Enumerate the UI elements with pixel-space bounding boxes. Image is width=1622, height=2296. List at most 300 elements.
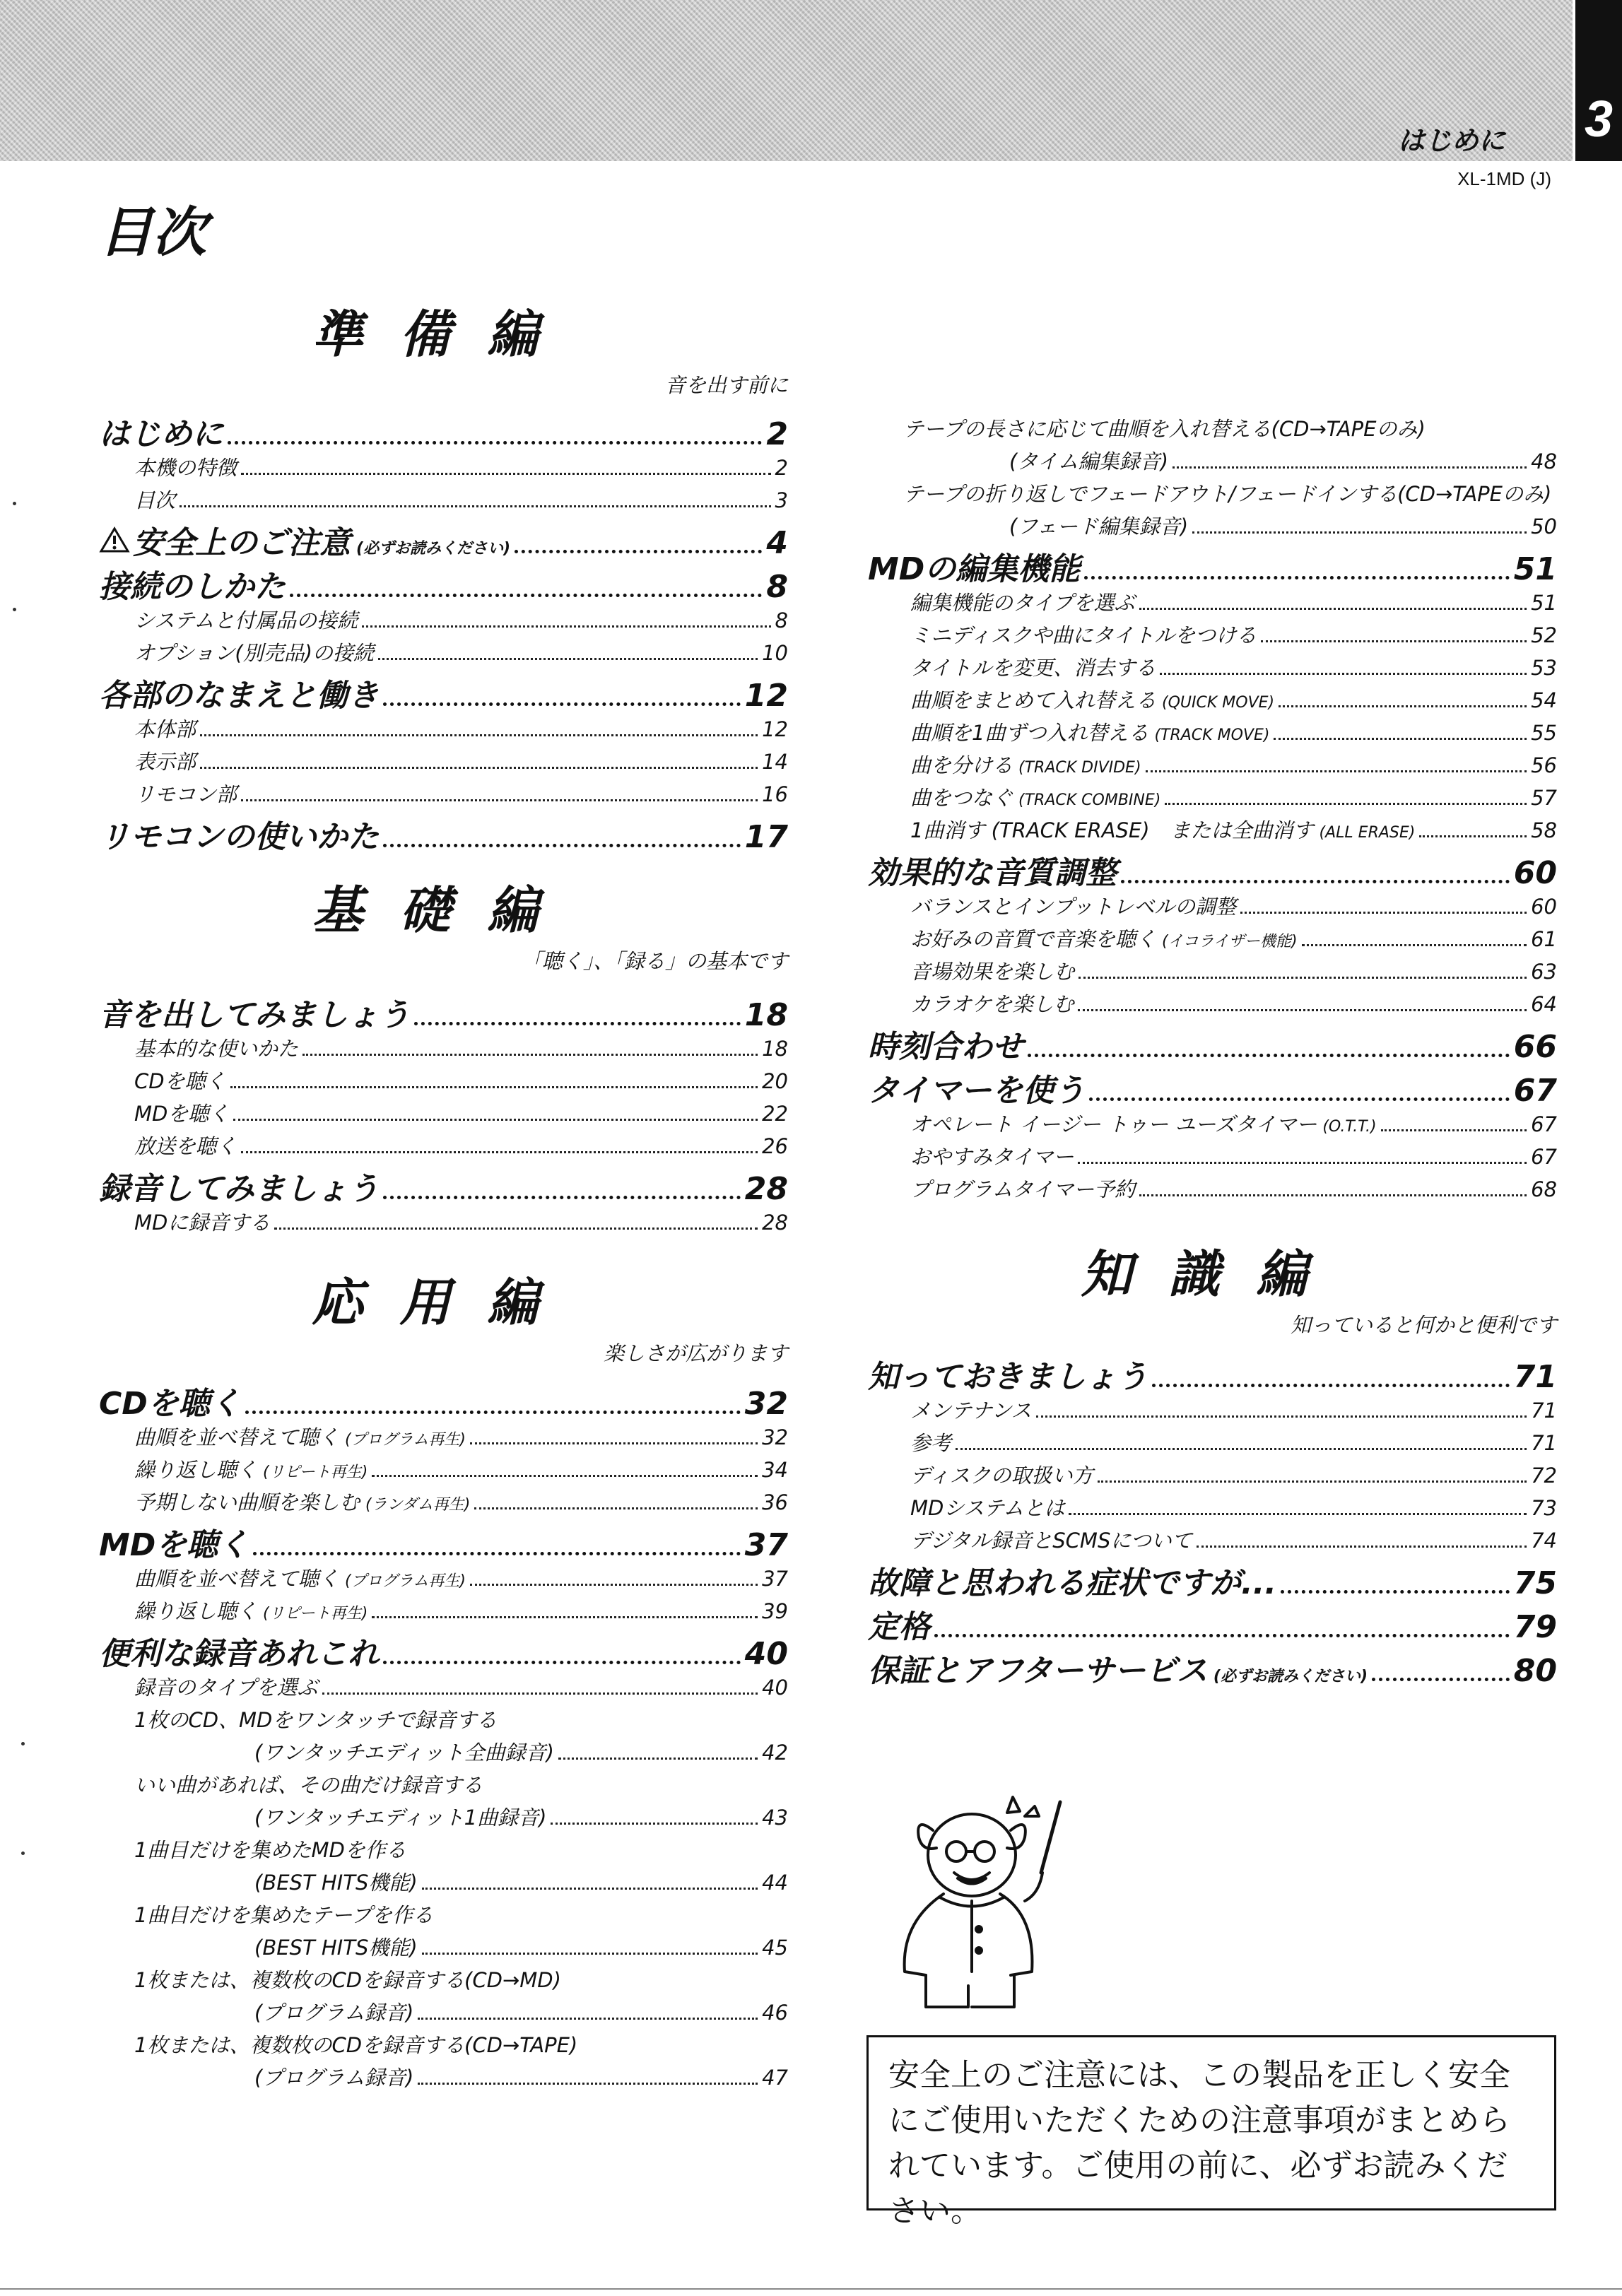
toc-entry [868,620,1557,652]
toc-entry [868,1525,1557,1558]
toc-entry [99,1487,788,1519]
toc-entry-page: 68 [1531,1177,1557,1201]
toc-entry-label: 録音のタイプを選ぶ [134,1676,318,1700]
dot-leader [470,1584,758,1586]
toc-entry-page: 60 [1531,895,1557,919]
toc-junbi [99,408,788,855]
dot-leader [241,1151,758,1153]
toc-right-top [868,413,1557,1206]
toc-entry-page: 40 [762,1676,788,1700]
toc-entry-label: 編集機能のタイプを選ぶ [910,591,1135,615]
toc-entry [99,1131,788,1163]
toc-entry-page: 67 [1513,1073,1557,1109]
toc-entry-note: (プログラム再生) [345,1572,466,1590]
page-number-tab [1575,0,1622,161]
toc-entry-page: 75 [1513,1565,1557,1601]
dot-leader [470,1442,758,1444]
toc-entry-label: MDを聴く [99,1527,249,1563]
toc-entry-label: 曲順を並べ替えて聴く [134,1425,340,1449]
warning-icon [99,525,130,561]
dot-leader [1165,803,1527,805]
toc-entry-note: (必ずお読みください) [1213,1668,1368,1685]
toc-entry [868,652,1557,685]
margin-mark [13,502,16,505]
toc-entry-page: 26 [762,1134,788,1158]
toc-kiso [99,989,788,1240]
toc-entry [99,637,788,670]
toc-entry [99,1422,788,1454]
toc-entry [99,1563,788,1596]
toc-entry [868,1558,1557,1601]
dot-leader [1146,770,1527,772]
toc-entry-label: 繰り返し聴く [134,1599,258,1623]
toc-entry-label: テープの折り返しでフェードアウト/フェードインする(CD→TAPEのみ) [903,482,1552,506]
toc-entry-page: 73 [1531,1496,1557,1520]
toc-entry-page: 60 [1513,855,1557,891]
toc-entry [868,1645,1557,1689]
dot-leader [200,734,758,736]
toc-entry-note: (ALL ERASE) [1319,824,1416,842]
toc-entry-note: (プログラム再生) [345,1431,466,1449]
toc-entry-page: 16 [762,782,788,806]
toc-entry-label: 録音してみましょう [99,1171,379,1207]
dot-leader [1274,738,1527,740]
toc-entry-page: 67 [1531,1145,1557,1169]
toc-entry [868,413,1557,446]
dot-leader [934,1634,1510,1637]
toc-entry-label: (タイム編集録音) [1009,449,1169,473]
toc-entry-page: 67 [1531,1112,1557,1136]
safety-notice-box: 安全上のご注意には、この製品を正しく安全にご使用いただくための注意事項がまとめられています。ご使用の前に、必ずお読みください。 [866,2035,1556,2210]
toc-entry-page: 71 [1513,1359,1557,1395]
toc-entry-label: 便利な録音あれこれ [99,1636,379,1672]
toc-entry-page: 52 [1531,623,1557,647]
dot-leader [372,1616,758,1618]
toc-entry-label: (BEST HITS機能) [254,1936,418,1960]
toc-entry [99,1519,788,1563]
toc-entry [99,605,788,637]
dot-leader [1139,1194,1527,1196]
toc-entry [99,1835,788,1867]
toc-entry [99,1770,788,1802]
toc-entry-label: MDを聴く [134,1102,230,1126]
toc-entry [868,924,1557,956]
dot-leader [1078,1009,1527,1011]
toc-entry-label: 接続のしかた [99,569,286,605]
toc-entry [868,891,1557,924]
toc-entry-note: (ランダム再生) [365,1496,471,1514]
toc-entry-label: 安全上のご注意 [133,525,351,561]
toc-entry-label: お好みの音質で音楽を聴く [910,927,1157,951]
toc-entry-label: 参考 [910,1431,952,1455]
toc-entry [99,1900,788,1932]
toc-entry [99,779,788,811]
toc-entry [99,1705,788,1737]
dot-leader [241,799,758,801]
toc-entry-page: 80 [1513,1653,1557,1689]
toc-entry-label: いい曲があれば、その曲だけ録音する [134,1773,483,1797]
toc-entry-label: 1枚のCD、MDをワンタッチで録音する [134,1708,498,1732]
dot-leader [1302,944,1527,946]
toc-entry-label: 曲順を1曲ずつ入れ替える [910,721,1149,745]
toc-entry-label: デジタル録音とSCMSについて [910,1529,1192,1553]
toc-entry [868,1065,1557,1109]
toc-entry-note: (O.T.T.) [1322,1118,1377,1136]
toc-entry-label: 定格 [868,1609,930,1645]
toc-entry-label: 予期しない曲順を楽しむ [134,1490,360,1514]
section-title: 知識編 [1081,1244,1344,1304]
toc-entry [99,670,788,714]
toc-entry [868,1109,1557,1141]
dot-leader [956,1448,1527,1450]
dot-leader [383,844,741,847]
toc-entry [868,1427,1557,1460]
toc-entry-label: (フェード編集録音) [1009,514,1189,538]
toc-chishiki [868,1351,1557,1689]
dot-leader [418,2018,758,2020]
toc-entry-page: 44 [762,1871,788,1895]
dot-leader [1419,835,1527,837]
toc-entry-label: 時刻合わせ [868,1029,1023,1065]
dot-leader [558,1758,758,1760]
dot-leader [245,1411,741,1414]
toc-entry-page: 10 [762,641,788,665]
toc-entry-label: メンテナンス [910,1399,1032,1423]
toc-entry-label: 曲をつなぐ [910,786,1013,810]
dot-leader [1139,608,1527,610]
toc-entry-page: 53 [1531,656,1557,680]
dot-leader [378,658,758,660]
toc-entry [868,1021,1557,1065]
toc-entry [868,511,1557,543]
toc-entry [99,1965,788,1997]
dot-leader [1240,912,1527,914]
toc-entry-note: (TRACK MOVE) [1154,726,1270,744]
toc-entry-label: (プログラム録音) [254,2001,414,2025]
dot-leader [228,441,762,445]
toc-entry-page: 61 [1531,927,1557,951]
toc-entry-page: 51 [1531,591,1557,615]
toc-entry [99,517,788,561]
dot-leader [302,1054,758,1056]
toc-entry [99,1033,788,1066]
dot-leader [274,1228,758,1230]
toc-entry-label: 1曲消す (TRACK ERASE) または全曲消す [910,818,1314,842]
toc-entry-label: おやすみタイマー [910,1145,1074,1169]
toc-entry-page: 2 [775,456,788,480]
toc-entry-page: 17 [744,819,788,855]
toc-entry-label: MDに録音する [134,1211,271,1235]
toc-entry-label: タイマーを使う [868,1073,1086,1109]
toc-entry-page: 46 [762,2001,788,2025]
dot-leader [1173,466,1527,469]
section-title: 準備編 [312,305,575,364]
toc-entry-note: (リピート再生) [263,1605,368,1623]
toc-entry [868,478,1557,511]
toc-entry-label: 目次 [134,488,176,512]
toc-entry-label: (ワンタッチエディット全曲録音) [254,1741,554,1765]
page-number: 3 [1584,91,1614,148]
toc-entry-note: (必ずお読みください) [356,540,511,558]
toc-entry-page: 74 [1531,1529,1557,1553]
toc-entry-page: 45 [762,1936,788,1960]
toc-entry-label: 本機の特徴 [134,456,237,480]
bottom-rule [0,2288,1622,2290]
toc-entry-page: 37 [762,1567,788,1591]
toc-entry [868,543,1557,587]
section-title: 基礎編 [312,881,575,940]
toc-entry [868,685,1557,717]
toc-entry-label: 基本的な使いかた [134,1037,299,1061]
dot-leader [233,1119,758,1121]
toc-entry [868,815,1557,847]
toc-entry-label: テープの長さに応じて曲順を入れ替える(CD→TAPEのみ) [903,417,1426,441]
toc-ouyou [99,1378,788,2095]
toc-entry-page: 20 [762,1069,788,1093]
toc-entry-page: 79 [1513,1609,1557,1645]
toc-entry [99,1454,788,1487]
toc-entry-label: システムと付属品の接続 [134,608,358,632]
toc-entry-label: 知っておきましょう [868,1359,1148,1395]
toc-entry-label: 繰り返し聴く [134,1458,258,1482]
dot-leader [180,505,771,507]
toc-entry-page: 28 [762,1211,788,1235]
model-number: XL-1MD (J) [1457,168,1551,189]
toc-entry-page: 55 [1531,721,1557,745]
toc-entry-page: 18 [744,997,788,1033]
dot-leader [383,1661,741,1664]
toc-entry-label: プログラムタイマー予約 [910,1177,1136,1201]
dot-leader [230,1086,758,1088]
dot-leader [241,473,771,475]
dot-leader [362,625,770,628]
toc-entry [99,1932,788,1965]
toc-entry-label: オペレート イージー トゥー ユーズタイマー [910,1112,1317,1136]
dot-leader [1372,1678,1510,1681]
toc-entry-note: (TRACK COMBINE) [1018,791,1161,809]
toc-entry-label: MDの編集機能 [868,551,1081,587]
toc-entry-label: 1枚または、複数枚のCDを録音する(CD→TAPE) [134,2033,578,2057]
toc-entry-note: (リピート再生) [263,1464,368,1481]
page-title: 目次 [99,201,206,264]
toc-entry-page: 72 [1531,1464,1557,1488]
toc-entry [99,1997,788,2030]
toc-entry-label: リモコンの使いかた [99,819,379,855]
toc-entry [99,2030,788,2062]
dot-leader [1069,1513,1527,1515]
dot-leader [418,2083,758,2085]
toc-entry [99,408,788,452]
dot-leader [253,1552,740,1555]
toc-entry-page: 18 [762,1037,788,1061]
toc-entry-page: 36 [762,1490,788,1514]
toc-entry [99,1867,788,1900]
margin-mark [21,1742,25,1745]
toc-entry [99,1098,788,1131]
dot-leader [1089,1097,1510,1101]
toc-entry-label: 曲を分ける [910,753,1013,777]
toc-entry-label: はじめに [99,416,223,452]
section-ouyou-header [99,1261,788,1367]
toc-entry-label: 保証とアフターサービス [868,1653,1208,1689]
toc-entry [99,561,788,605]
toc-entry [868,1351,1557,1395]
toc-entry-page: 32 [762,1425,788,1449]
toc-entry-label: 音場効果を楽しむ [910,960,1075,984]
toc-entry-label: 表示部 [134,750,196,774]
toc-entry-label: 本体部 [134,717,196,741]
toc-entry-page: 56 [1531,753,1557,777]
toc-entry [868,956,1557,989]
toc-entry-label: (プログラム録音) [254,2066,414,2090]
toc-entry [99,1802,788,1835]
toc-entry-page: 34 [762,1458,788,1482]
toc-entry-label: 放送を聴く [134,1134,237,1158]
toc-entry-page: 47 [762,2066,788,2090]
toc-entry [99,746,788,779]
toc-entry-page: 71 [1531,1399,1557,1423]
toc-entry-page: 64 [1531,992,1557,1016]
dot-leader [383,1196,741,1199]
toc-entry-label: 音を出してみましょう [99,997,410,1033]
section-subtitle: 知っていると何かと便利です [1290,1313,1557,1337]
toc-entry [99,1378,788,1422]
section-chishiki-header [868,1233,1557,1338]
toc-entry [99,452,788,485]
toc-entry [99,1737,788,1770]
dot-leader [515,550,762,553]
toc-entry-page: 48 [1531,449,1557,473]
toc-entry-page: 12 [762,717,788,741]
toc-entry-label: オプション(別売品)の接続 [134,641,375,665]
toc-entry [868,989,1557,1021]
toc-entry [99,1628,788,1672]
toc-entry-page: 51 [1513,551,1557,587]
dot-leader [383,702,741,706]
dot-leader [422,1888,758,1890]
section-title: 応用編 [312,1273,575,1332]
toc-entry [99,989,788,1033]
toc-entry [868,446,1557,478]
toc-entry-page: 28 [744,1171,788,1207]
toc-entry-page: 22 [762,1102,788,1126]
toc-entry-label: MDシステムとは [910,1496,1065,1520]
toc-entry [99,811,788,855]
toc-entry-page: 43 [762,1806,788,1830]
dot-leader [1121,880,1510,883]
dot-leader [1261,640,1527,642]
toc-entry [99,1163,788,1207]
toc-entry [868,1493,1557,1525]
toc-entry-page: 14 [762,750,788,774]
section-kiso-header [99,869,788,975]
toc-entry-page: 39 [762,1599,788,1623]
toc-entry-page: 3 [775,488,788,512]
section-subtitle: 音を出す前に [664,373,788,397]
toc-entry [868,782,1557,815]
toc-entry-label: CDを聴く [99,1386,241,1422]
dot-leader [322,1692,758,1695]
toc-entry-page: 40 [744,1636,788,1672]
toc-entry-label: ミニディスクや曲にタイトルをつける [910,623,1257,647]
toc-entry [868,847,1557,891]
toc-entry-label: 1枚または、複数枚のCDを録音する(CD→MD) [134,1968,561,1992]
toc-entry [868,1460,1557,1493]
toc-entry [99,1207,788,1240]
toc-entry-page: 37 [744,1527,788,1563]
dot-leader [1281,1590,1510,1594]
toc-entry-page: 32 [744,1386,788,1422]
dot-leader [1098,1480,1527,1483]
professor-mascot-illustration [873,1788,1106,2014]
toc-entry [868,587,1557,620]
toc-entry [99,1596,788,1628]
section-subtitle: 「聴く」、「録る」の基本です [521,949,788,973]
toc-entry-page: 8 [775,608,788,632]
margin-mark [13,608,16,611]
dot-leader [1381,1129,1527,1131]
toc-entry-page: 57 [1531,786,1557,810]
dot-leader [1197,1546,1527,1548]
toc-entry-label: タイトルを変更、消去する [910,656,1156,680]
toc-entry [868,1395,1557,1427]
margin-mark [21,1851,25,1855]
toc-entry [868,750,1557,782]
toc-entry-label: 1曲目だけを集めたMDを作る [134,1838,406,1862]
toc-entry-label: CDを聴く [134,1069,226,1093]
toc-entry-page: 50 [1531,514,1557,538]
dot-leader [551,1823,758,1825]
dot-leader [1152,1384,1510,1387]
toc-entry [868,717,1557,750]
toc-entry-label: 効果的な音質調整 [868,855,1117,891]
toc-entry-label: 各部のなまえと働き [99,678,379,714]
header-banner [0,0,1573,161]
dot-leader [372,1475,758,1477]
toc-entry-label: (BEST HITS機能) [254,1871,418,1895]
toc-entry [99,1672,788,1705]
dot-leader [414,1022,741,1025]
dot-leader [474,1507,758,1509]
dot-leader [1028,1054,1510,1057]
toc-entry-note: (QUICK MOVE) [1162,694,1275,712]
toc-entry-page: 66 [1513,1029,1557,1065]
toc-entry-note: (イコライザー機能) [1162,933,1298,950]
toc-entry [868,1601,1557,1645]
dot-leader [1078,1162,1527,1164]
toc-entry-label: 曲順を並べ替えて聴く [134,1567,340,1591]
section-subtitle: 楽しさが広がります [603,1341,788,1365]
dot-leader [1084,576,1509,579]
toc-entry [99,485,788,517]
banner-label: はじめに [1397,125,1505,156]
toc-entry-label: (ワンタッチエディット1曲録音) [254,1806,547,1830]
dot-leader [1036,1415,1527,1418]
toc-entry-page: 58 [1531,818,1557,842]
toc-entry-page: 4 [766,525,788,561]
toc-entry-label: バランスとインプットレベルの調整 [910,895,1237,919]
dot-leader [1079,977,1527,979]
toc-entry-label: 曲順をまとめて入れ替える [910,688,1157,712]
dot-leader [200,767,758,769]
toc-entry-label: カラオケを楽しむ [910,992,1074,1016]
toc-entry-label: 1曲目だけを集めたテープを作る [134,1903,434,1927]
toc-entry-label: 故障と思われる症状ですが... [868,1565,1277,1601]
section-junbi-header [99,293,788,399]
toc-entry-page: 71 [1531,1431,1557,1455]
toc-entry-page: 2 [766,416,788,452]
toc-entry [99,714,788,746]
